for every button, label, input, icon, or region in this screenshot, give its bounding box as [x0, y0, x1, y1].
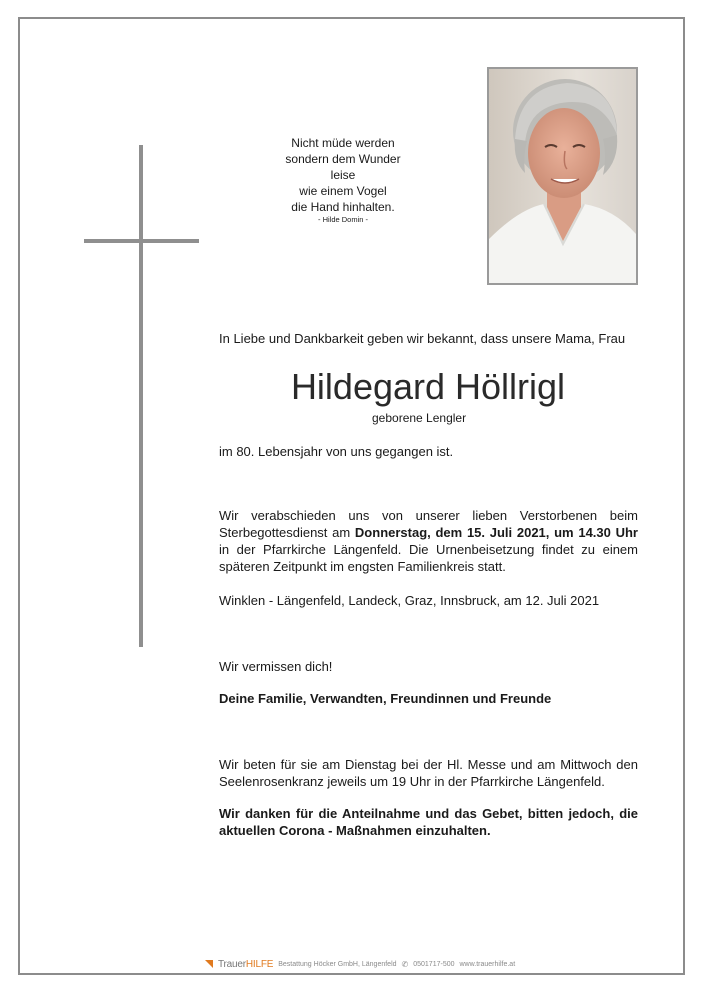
deceased-name: Hildegard Höllrigl: [290, 366, 566, 407]
age-line: im 80. Lebensjahr von uns gegangen ist.: [219, 444, 454, 459]
logo: [218, 959, 273, 970]
company-name: Bestattung Höcker GmbH, Längenfeld: [278, 960, 397, 968]
masses-info: Wir beten für sie am Dienstag bei der Hl. Messe und am Mittwoch den Seelenrosenkranz jeweils um 19 Uhr in der Pfarrkirche Längenfeld.: [219, 757, 638, 789]
footer: [205, 957, 515, 971]
logo-icon: [205, 960, 213, 968]
funeral-date: Donnerstag, dem 15. Juli 2021, um 14.30 Uhr: [354, 525, 638, 540]
birth-name: geborene Lengler: [372, 411, 467, 425]
thanks-note: Wir danken für die Anteilnahme und das Gebet, bitten jedoch, die aktuellen Corona - Maßnahmen einzuhalten.: [219, 806, 638, 838]
poem-line: sondern dem Wunder: [285, 152, 401, 166]
poem-author: - Hilde Domin -: [317, 215, 368, 224]
poem-line: leise: [330, 168, 356, 182]
cross-icon-bar: [84, 239, 199, 243]
funeral-text-2: in der Pfarrkirche Längenfeld. Die Urnenbeisetzung findet zu einem späteren Zeitpunkt im engsten Familienkreis statt.: [219, 542, 638, 574]
phone-icon: ✆: [401, 959, 409, 969]
logo-part2: HILFE: [245, 958, 274, 970]
intro-text: In Liebe und Dankbarkeit geben wir bekannt, dass unsere Mama, Frau: [219, 331, 626, 346]
family-signature: Deine Familie, Verwandten, Freundinnen und Freunde: [219, 691, 552, 706]
place-date: Winklen - Längenfeld, Landeck, Graz, Innsbruck, am 12. Juli 2021: [219, 593, 600, 608]
poem: [248, 135, 438, 226]
cross-icon: [139, 145, 143, 647]
poem-line: die Hand hinhalten.: [291, 200, 395, 214]
logo-part1: Trauer: [218, 958, 246, 970]
funeral-details: [219, 507, 638, 575]
poem-line: Nicht müde werden: [291, 136, 395, 150]
phone-number: 0501717-500: [413, 960, 455, 968]
miss-line: Wir vermissen dich!: [219, 659, 333, 674]
funeral-text-1: Wir verabschieden uns von unserer lieben Verstorbenen beim Sterbegottesdienst am: [219, 508, 638, 540]
poem-line: wie einem Vogel: [299, 184, 387, 198]
portrait-photo: [487, 67, 638, 285]
website: www.trauerhilfe.at: [459, 960, 516, 968]
